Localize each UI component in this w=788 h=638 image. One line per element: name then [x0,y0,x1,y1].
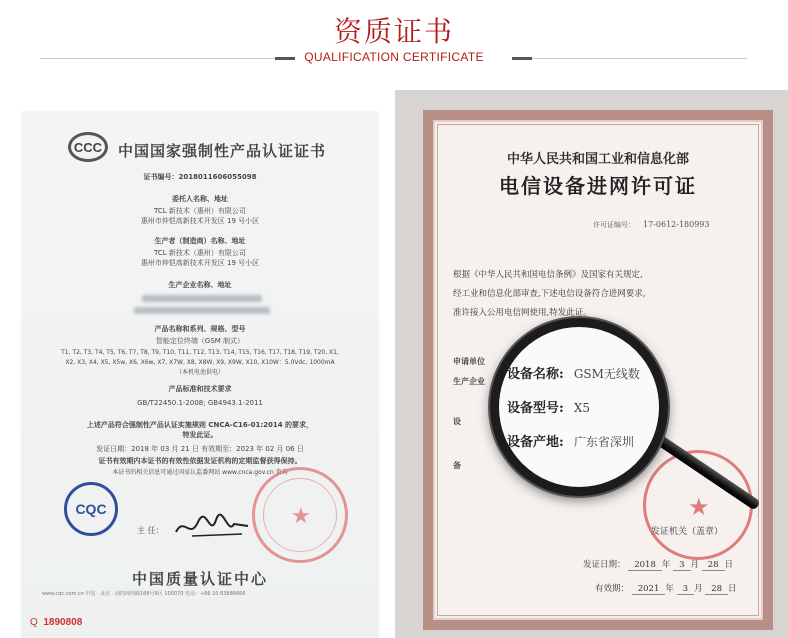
product-models-1: T1, T2, T3, T4, T5, T6, T7, T8, T9, T10, T11, T12, T13, T14, T15, T16, T17, T18, T19, T20, X1, [61,349,339,356]
applicant-name: TCL 新技术（惠州）有限公司 [154,207,246,215]
manufacturer-address: 惠州市仲恺高新技术开发区 19 号小区 [140,259,260,267]
page-header [0,0,788,80]
query-statement: 本证书的相关信息可通过国家认监委网站 www.cnca.gov.cn 查询 [112,469,288,476]
factory-label: 生产企业名称、地址 [168,281,232,289]
field-producer: 生产企业 [453,376,485,386]
device-origin-row: 设备产地: 广东省深圳 [507,435,634,450]
ccc-certificate-image [22,112,378,637]
director-signature [172,512,252,542]
ministry-name: 中华人民共和国工业和信息化部 [506,152,689,167]
product-models-3: （本机电池供电） [175,369,224,376]
blurred-factory-address [134,307,270,314]
rule-statement-2: 特发此证。 [182,431,218,439]
standard-label: 产品标准和技术要求 [168,385,232,393]
cqc-seal: ★ [252,467,348,563]
field-applicant: 申请单位 [453,356,485,366]
cqc-logo [64,482,118,536]
license-title: 电信设备进网许可证 [499,174,697,198]
device-name-row: 设备名称: GSM无线数 [507,367,640,382]
applicant-address: 惠州市仲恺高新技术开发区 19 号小区 [140,217,260,225]
cert-number: 证书编号：2018011606055098 [143,173,257,181]
product-label: 产品名称和系列、规格、型号 [154,325,246,333]
director-label: 主 任： [137,526,164,535]
field-code: 设 [453,416,461,426]
section-title: 资质证书 [333,15,454,48]
issue-date: 发证日期： 2018 年 3 月 28 日 [583,560,734,570]
ccc-certificate-title: 中国国家强制性产品认证证书 [118,142,327,160]
header-divider-right [512,58,747,59]
issuer-seal-label: 发证机关（盖章） [651,527,724,537]
product-name: 智能定位终端（GSM 制式） [155,337,245,345]
ministry-seal: ★ [643,450,753,560]
section-subtitle: QUALIFICATION CERTIFICATE [304,50,484,64]
validity-statement: 证书有效期内本证书的有效性依据发证机构的定期监督获得保持。 [98,457,302,465]
magnifier-lens [490,318,668,496]
valid-date: 有效期： 2021 年 3 月 28 日 [595,584,737,594]
manufacturer-name: TCL 新技术（惠州）有限公司 [154,249,246,257]
certificate-footer: www.cqc.com.cn 中国 · 北京 · 南四环西路188号9区 100070 电话：+86 10 83886666 [42,591,246,597]
field-remark: 备 [453,460,461,470]
applicant-label: 委托人名称、地址 [172,195,228,203]
blurred-factory-name [142,295,262,302]
standard-value: GB/T22450.1-2008; GB4943.1-2011 [137,399,263,407]
ccc-logo: CCC [68,132,108,162]
license-statement: 根据《中华人民共和国电信条例》及国家有关规定, 经工业和信息化部审查,下述电信设备符合进网要求, 准许接入公用电信网使用,特发此证。 [453,270,646,318]
license-number: 许可证编号： 17-0612-180993 [593,220,710,229]
cqc-logo-mark: CQC [64,482,118,536]
manufacturer-label: 生产者（制造商）名称、地址 [154,237,246,245]
product-models-2: X2, X3, X4, X5, X5w, X6, X6w, X7, X7W, X8, X8W, X9, X9W, X10, X10W：5.0Vdc, 1000mA [65,359,335,366]
issuing-organization: 中国质量认证中心 [131,570,268,588]
rule-statement: 上述产品符合强制性产品认证实施规则 CNCA-C16-01:2014 的要求， [86,421,314,429]
issue-and-expiry: 发证日期：2018 年 03 月 21 日 有效期至：2023 年 02 月 06 日 [96,445,304,453]
certificate-serial: Q 1890808 [30,617,83,628]
device-model-row: 设备型号: X5 [507,401,590,416]
